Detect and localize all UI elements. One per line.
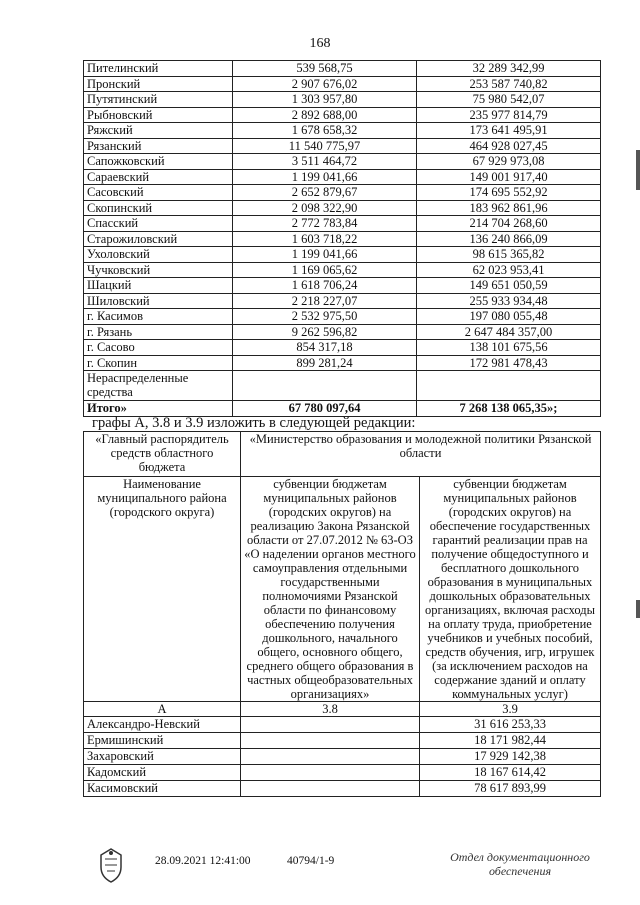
table-row [84,733,601,749]
value-col1: 9 262 596,82 [233,324,417,340]
column-3-9-label: 3.9 [420,702,601,717]
value-col2: 235 977 814,79 [417,107,601,123]
value-3-8 [241,781,420,797]
value-col2: 214 704 268,60 [417,216,601,232]
table-row [84,309,601,325]
value-col1: 1 199 041,66 [233,169,417,185]
intro-text: графы А, 3.8 и 3.9 изложить в следующей редакции: [92,415,416,431]
value-col1: 11 540 775,97 [233,138,417,154]
value-col2: 464 928 027,45 [417,138,601,154]
district-name: Скопинский [84,200,233,216]
district-name: Захаровский [84,749,241,765]
total-col1: 67 780 097,64 [233,401,417,417]
value-col1: 2 532 975,50 [233,309,417,325]
table-row [84,154,601,170]
value-col1: 1 603 718,22 [233,231,417,247]
table-row [84,717,601,733]
value-3-8 [241,765,420,781]
value-col1: 854 317,18 [233,340,417,356]
value-col2: 2 647 484 357,00 [417,324,601,340]
table-row [84,324,601,340]
value-col2: 255 933 934,48 [417,293,601,309]
total-col2: 7 268 138 065,35»; [417,401,601,417]
district-name: Александро-Невский [84,717,241,733]
value-3-9: 18 167 614,42 [420,765,601,781]
district-name: г. Сасово [84,340,233,356]
department-stamp: Отдел документационного обеспечения [450,850,590,878]
value-col1: 539 568,75 [233,61,417,77]
table-row [84,293,601,309]
column-3-8-label: 3.8 [241,702,420,717]
table-row [84,340,601,356]
scan-edge-mark [636,150,640,190]
value-col1: 1 199 041,66 [233,247,417,263]
value-col1: 1 618 706,24 [233,278,417,294]
value-col1: 2 098 322,90 [233,200,417,216]
unallocated-row [84,371,601,401]
district-name: Сараевский [84,169,233,185]
name-column-header: Наименование муниципального района (городского округа) [84,477,241,702]
table-row [84,781,601,797]
column-a-label: А [84,702,241,717]
table-row [84,76,601,92]
district-name: Путятинский [84,92,233,108]
district-name: Шацкий [84,278,233,294]
value-3-9: 17 929 142,38 [420,749,601,765]
value-col2: 173 641 495,91 [417,123,601,139]
district-name: Спасский [84,216,233,232]
table-row [84,61,601,77]
table-row [84,138,601,154]
value-col1: 2 652 879,67 [233,185,417,201]
value-col2: 136 240 866,09 [417,231,601,247]
table-row [84,247,601,263]
table-row [84,262,601,278]
value-col1: 899 281,24 [233,355,417,371]
district-name: Рыбновский [84,107,233,123]
total-label: Итого» [84,401,233,417]
column-3-8-description: субвенции бюджетам муниципальных районов (городских округов) на реализацию Закона Рязанской области от 27.07.2012 № 63-ОЗ «О наделении органов местного самоуправления отдельными государственными полномочиями Рязанской области по финансовому обеспечению получения дошкольного, начального общего, основного общего, среднего общего образования в частных общеобразовательных организациях» [241,477,420,702]
value-3-8 [241,717,420,733]
header-right: «Министерство образования и молодежной политики Рязанской области [241,432,601,477]
district-name: Пронский [84,76,233,92]
value-col2: 67 929 973,08 [417,154,601,170]
district-name: Ермишинский [84,733,241,749]
table-row [84,278,601,294]
value-col1: 2 907 676,02 [233,76,417,92]
value-3-8 [241,733,420,749]
value-col2: 32 289 342,99 [417,61,601,77]
table-row [84,169,601,185]
table-row [84,107,601,123]
value-col2: 197 080 055,48 [417,309,601,325]
district-name: Старожиловский [84,231,233,247]
district-name: Шиловский [84,293,233,309]
value-col1: 3 511 464,72 [233,154,417,170]
footer-datetime: 28.09.2021 12:41:00 [155,855,251,867]
value-3-9: 18 171 982,44 [420,733,601,749]
table-row [84,749,601,765]
district-name: Ряжский [84,123,233,139]
value-col2: 172 981 478,43 [417,355,601,371]
value-col2: 98 615 365,82 [417,247,601,263]
district-name: г. Касимов [84,309,233,325]
table-row [84,123,601,139]
coat-of-arms-icon [93,845,129,885]
header-left: «Главный распорядитель средств областного бюджета [84,432,241,477]
table-row [84,765,601,781]
table-row [84,231,601,247]
value-col1: 1 303 957,80 [233,92,417,108]
table-row [84,216,601,232]
total-row [84,401,601,417]
table-row [84,92,601,108]
value-col2: 183 962 861,96 [417,200,601,216]
page-number: 168 [309,36,331,51]
district-name: Сапожковский [84,154,233,170]
district-name: Пителинский [84,61,233,77]
unallocated-col1 [233,371,417,401]
district-name: г. Скопин [84,355,233,371]
value-col2: 149 001 917,40 [417,169,601,185]
district-name: Чучковский [84,262,233,278]
value-col1: 2 892 688,00 [233,107,417,123]
value-3-9: 78 617 893,99 [420,781,601,797]
value-col2: 138 101 675,56 [417,340,601,356]
district-name: г. Рязань [84,324,233,340]
value-col1: 2 218 227,07 [233,293,417,309]
district-name: Касимовский [84,781,241,797]
budget-table-part2 [83,431,601,797]
value-col2: 253 587 740,82 [417,76,601,92]
value-col1: 1 678 658,32 [233,123,417,139]
district-name: Кадомский [84,765,241,781]
scan-edge-mark [636,600,640,618]
footer-doc-code: 40794/1-9 [287,855,335,867]
column-3-9-description: субвенции бюджетам муниципальных районов (городских округов) на обеспечение государственных гарантий реализации прав на получение общедоступного и бесплатного дошкольного образования в муниципальных дошкольных образовательных организациях, включая расходы на оплату труда, приобретение учебников и учебных пособий, средств обучения, игр, игрушек (за исключением расходов на содержание зданий и оплату коммунальных услуг) [420,477,601,702]
value-col1: 2 772 783,84 [233,216,417,232]
value-3-8 [241,749,420,765]
table-row [84,185,601,201]
value-col1: 1 169 065,62 [233,262,417,278]
table-row [84,200,601,216]
value-col2: 149 651 050,59 [417,278,601,294]
district-name: Сасовский [84,185,233,201]
district-name: Рязанский [84,138,233,154]
district-name: Ухоловский [84,247,233,263]
table-row [84,355,601,371]
value-3-9: 31 616 253,33 [420,717,601,733]
value-col2: 62 023 953,41 [417,262,601,278]
budget-table-part1 [83,60,601,417]
unallocated-label: Нераспределенные средства [84,371,233,401]
value-col2: 174 695 552,92 [417,185,601,201]
unallocated-col2 [417,371,601,401]
value-col2: 75 980 542,07 [417,92,601,108]
